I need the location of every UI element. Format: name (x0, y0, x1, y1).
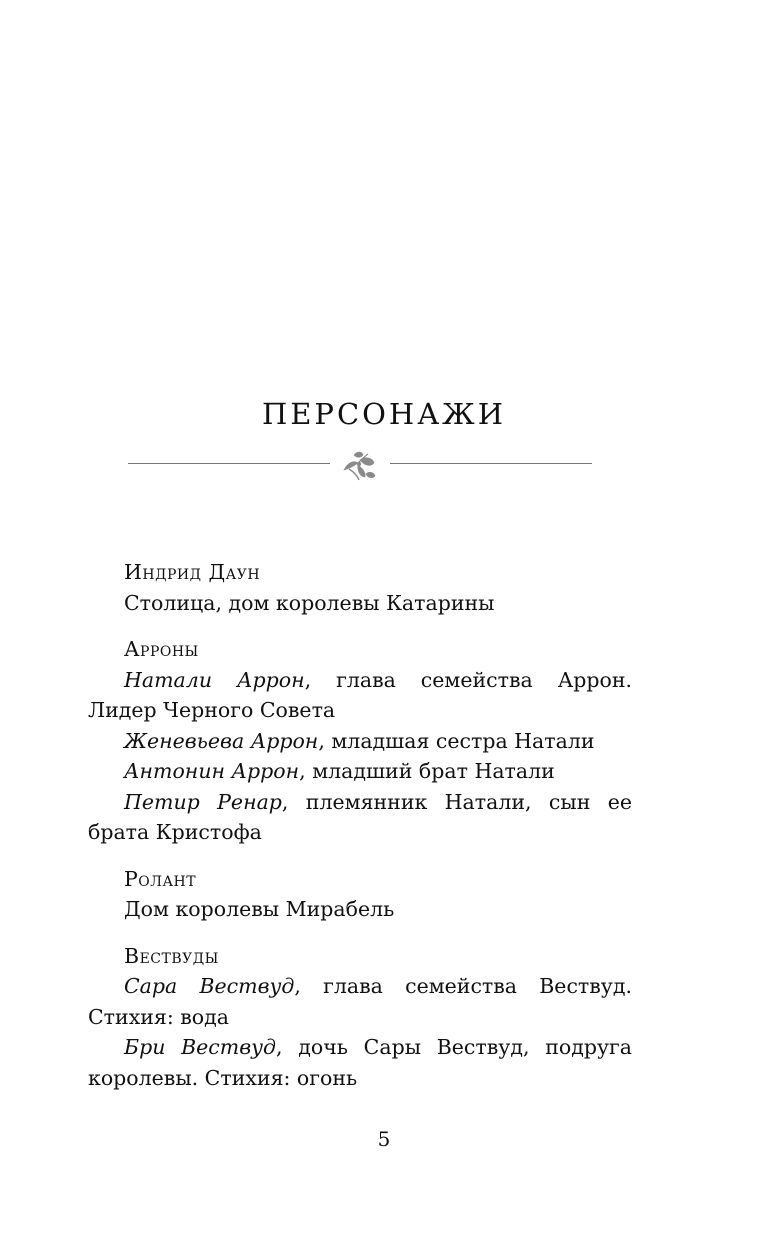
section-title: Арроны (124, 637, 199, 661)
entry-description: , младшая сестра Натали (318, 728, 595, 753)
character-name: Бри Вествуд (124, 1035, 277, 1059)
divider-rule-left (128, 463, 330, 464)
entry-text (88, 756, 632, 787)
entry-description: , глава семейства Аррон. Лидер Черного Совета (88, 667, 633, 722)
entry-text (88, 894, 632, 925)
entry-description: Столица, дом королевы Катарины (124, 590, 495, 615)
character-name: Сара Вествуд (124, 974, 295, 998)
entry-text (88, 726, 632, 757)
entry-description: , глава семейства Вествуд. Стихия: вода (88, 974, 633, 1029)
entry-text (88, 971, 632, 1032)
heading-divider (128, 448, 592, 482)
page-heading: ПЕРСОНАЖИ (261, 397, 507, 431)
section-title: Ролант (124, 866, 197, 891)
character-name: Натали Аррон (124, 667, 305, 692)
section-title: Вествуды (124, 943, 219, 968)
entry-text (88, 665, 632, 726)
flower-ornament-icon (340, 448, 380, 482)
character-list (88, 557, 632, 1093)
entry-description: , племянник Натали, сын ее брата Кристофа (88, 789, 632, 844)
entry-description: Дом королевы Мирабель (124, 897, 395, 921)
page-number: 5 (377, 1127, 391, 1151)
entry-text (88, 1032, 632, 1093)
section-title: Индрид Даун (124, 560, 261, 584)
character-name: Петир Ренар (124, 789, 282, 814)
entry-description: , дочь Сары Вествуд, подруга королевы. Стихия: огонь (88, 1035, 632, 1090)
character-name: Антонин Аррон (124, 759, 300, 783)
divider-rule-right (390, 463, 592, 464)
character-name: Женевьева Аррон (124, 728, 319, 753)
entry-text (88, 588, 632, 619)
entry-description: , младший брат Натали (299, 759, 555, 783)
entry-text (88, 787, 632, 848)
